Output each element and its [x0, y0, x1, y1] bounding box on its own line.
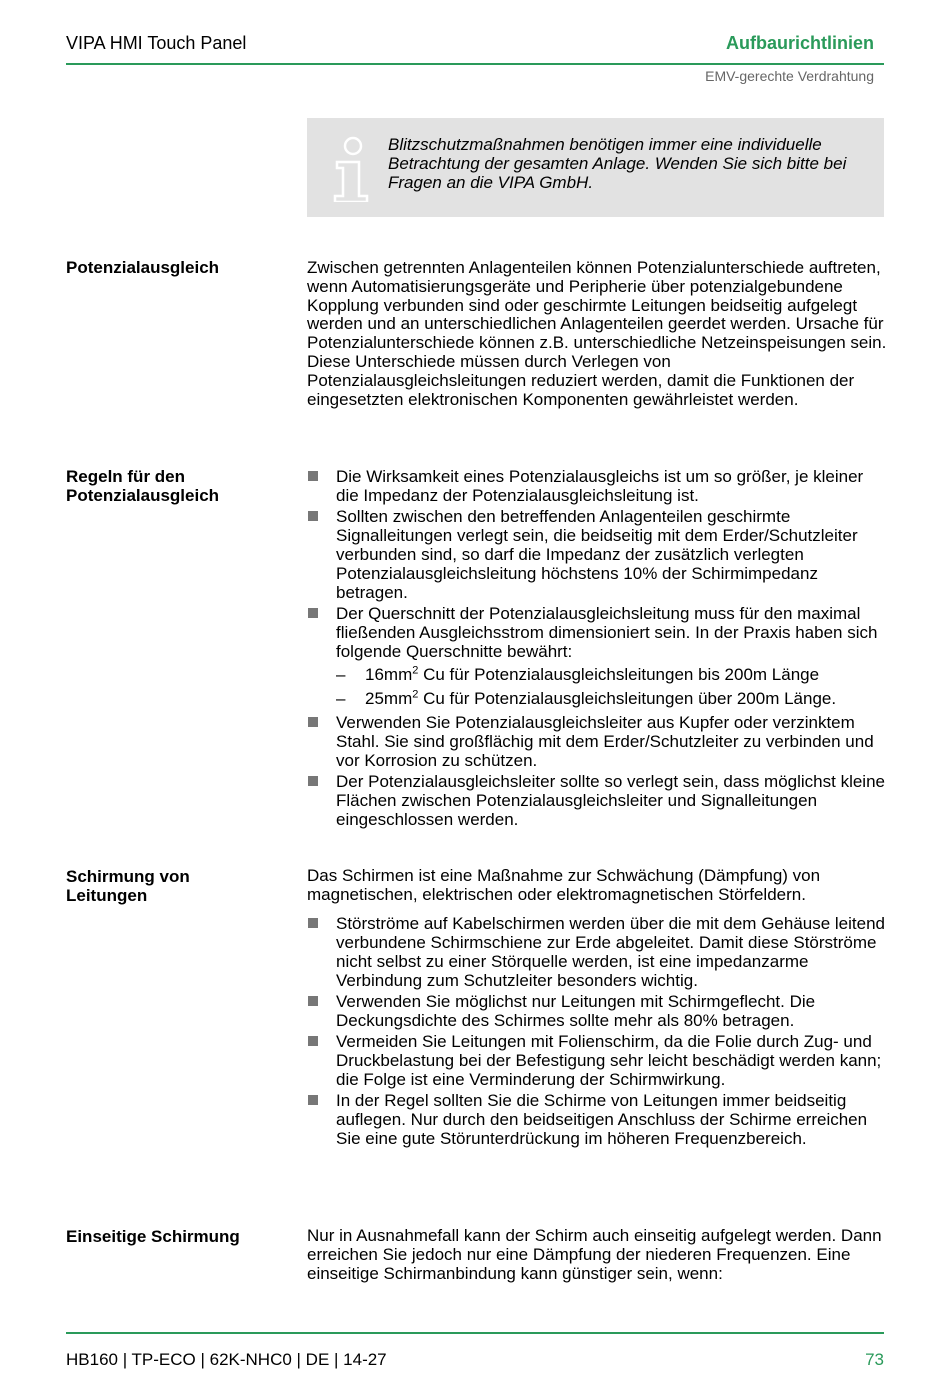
- list-item: Verwenden Sie möglichst nur Leitungen mit Schirmgeflecht. Die Deckungsdichte des Schirmes sollte mehr als 80% betragen.: [307, 992, 887, 1030]
- bullet-square-icon: [308, 471, 318, 481]
- list-item: In der Regel sollten Sie die Schirme von Leitungen immer beidseitig auflegen. Nur durch den beidseitigen Anschluss der Schirme erreichen Sie eine gute Störunterdrückung im höheren Frequenzbereich.: [307, 1091, 887, 1148]
- section-label-schirmung: Schirmung von Leitungen: [66, 867, 190, 905]
- cross-section-list: [336, 665, 887, 708]
- info-box: [307, 118, 884, 217]
- list-item: Verwenden Sie Potenzialausgleichsleiter aus Kupfer oder verzinktem Stahl. Sie sind großflächig mit dem Erder/Schutzleiter zu verbinden und vor Korrosion zu schützen.: [307, 713, 887, 770]
- info-text: Blitzschutzmaßnahmen benötigen immer eine individuelle Betrachtung der gesamten Anlage. Wenden Sie sich bitte bei Fragen an die VIPA GmbH.: [388, 135, 847, 192]
- bullet-square-icon: [308, 918, 318, 928]
- bullet-square-icon: [308, 996, 318, 1006]
- bullet-square-icon: [308, 717, 318, 727]
- list-item: Sollten zwischen den betreffenden Anlagenteilen geschirmte Signalleitungen verlegt sein, die beidseitig mit dem Erder/Schutzleiter verbunden sind, so darf die Impedanz der zusätzlich verlegten Potenzialausgleichsleitung höchstens 10% der Schirmimpedanz betragen.: [307, 507, 887, 602]
- chapter-title: Aufbaurichtlinien: [726, 33, 874, 53]
- list-item: Störströme auf Kabelschirmen werden über die mit dem Gehäuse leitend verbundene Schirmschiene zur Erde abgeleitet. Damit diese Störströme nicht selbst zu einer Störquelle werden, ist eine impedanzarme Verbindung zum Schutzleiter besonders wichtig.: [307, 914, 887, 990]
- bullet-square-icon: [308, 511, 318, 521]
- list-item: Die Wirksamkeit eines Potenzialausgleichs ist um so größer, je kleiner die Impedanz der Potenzialausgleichsleitung ist.: [307, 467, 887, 505]
- footer-divider: [66, 1332, 884, 1334]
- sub-list-item: – $25mm^2$ Cu für Potenzialausgleichsleitungen über 200m Länge.: [336, 688, 837, 708]
- section-subtitle: EMV-gerechte Verdrahtung: [705, 68, 874, 84]
- page-number: 73: [865, 1350, 884, 1369]
- sub-list-item: – $16mm^2$ Cu für Potenzialausgleichsleitungen bis 200m Länge: [336, 664, 820, 684]
- einseitig-text: Nur in Ausnahmefall kann der Schirm auch einseitig aufgelegt werden. Dann erreichen Sie jedoch nur eine Dämpfung der niederen Frequenzen. Eine einseitige Schirmanbindung kann günstiger sein, wenn:: [307, 1226, 882, 1283]
- section-label-potenzialausgleich: Potenzialausgleich: [66, 258, 220, 277]
- list-item: Der Querschnitt der Potenzialausgleichsleitung muss für den maximal fließenden Ausgleichsstrom dimensioniert sein. In der Praxis haben sich folgende Querschnitte bewährt: – $16mm^2$ Cu für Potenzialausgleichsleitungen bis 200m Länge – $25mm^2$ Cu für Potenzialausgleichsleitungen über 200m Länge.: [307, 604, 887, 708]
- section-label-einseitig: Einseitige Schirmung: [66, 1227, 240, 1246]
- regeln-list: [307, 467, 887, 831]
- document-title: VIPA HMI Touch Panel: [66, 33, 247, 53]
- list-item: Der Potenzialausgleichsleiter sollte so verlegt sein, dass möglichst kleine Flächen zwischen Potenzialausgleichsleiter und Signalleitungen eingeschlossen werden.: [307, 772, 887, 829]
- section-label-regeln: Regeln für den Potenzialausgleich: [66, 467, 220, 505]
- potenzialausgleich-text: Zwischen getrennten Anlagenteilen können Potenzialunterschiede auftreten, wenn Automatisierungsgeräte und Peripherie über potenzialgebundene Kopplung verbunden sind oder geschirmte Leitungen beidseitig aufgelegt werden und an unterschiedlichen Anlagenteilen geerdet werden. Ursache für Potenzialunterschiede können z.B. unterschiedliche Netzeinspeisungen sein. Diese Unterschiede müssen durch Verlegen von Potenzialausgleichsleitungen reduziert werden, damit die Funktionen der eingesetzten elektronischen Komponenten gewährleistet werden.: [307, 258, 887, 409]
- list-item: Vermeiden Sie Leitungen mit Folienschirm, da die Folie durch Zug- und Druckbelastung bei der Befestigung sehr leicht beschädigt werden kann; die Folge ist eine Verminderung der Schirmwirkung.: [307, 1032, 887, 1089]
- bullet-square-icon: [308, 1095, 318, 1105]
- bullet-square-icon: [308, 608, 318, 618]
- footer-document-id: HB160 | TP-ECO | 62K-NHC0 | DE | 14-27: [66, 1350, 387, 1369]
- info-icon: [331, 136, 371, 202]
- schirmung-list: [307, 914, 887, 1150]
- header-divider: [66, 63, 884, 65]
- bullet-square-icon: [308, 1036, 318, 1046]
- bullet-square-icon: [308, 776, 318, 786]
- schirmung-intro: Das Schirmen ist eine Maßnahme zur Schwächung (Dämpfung) von magnetischen, elektrischen oder elektromagnetischen Störfeldern.: [307, 866, 821, 904]
